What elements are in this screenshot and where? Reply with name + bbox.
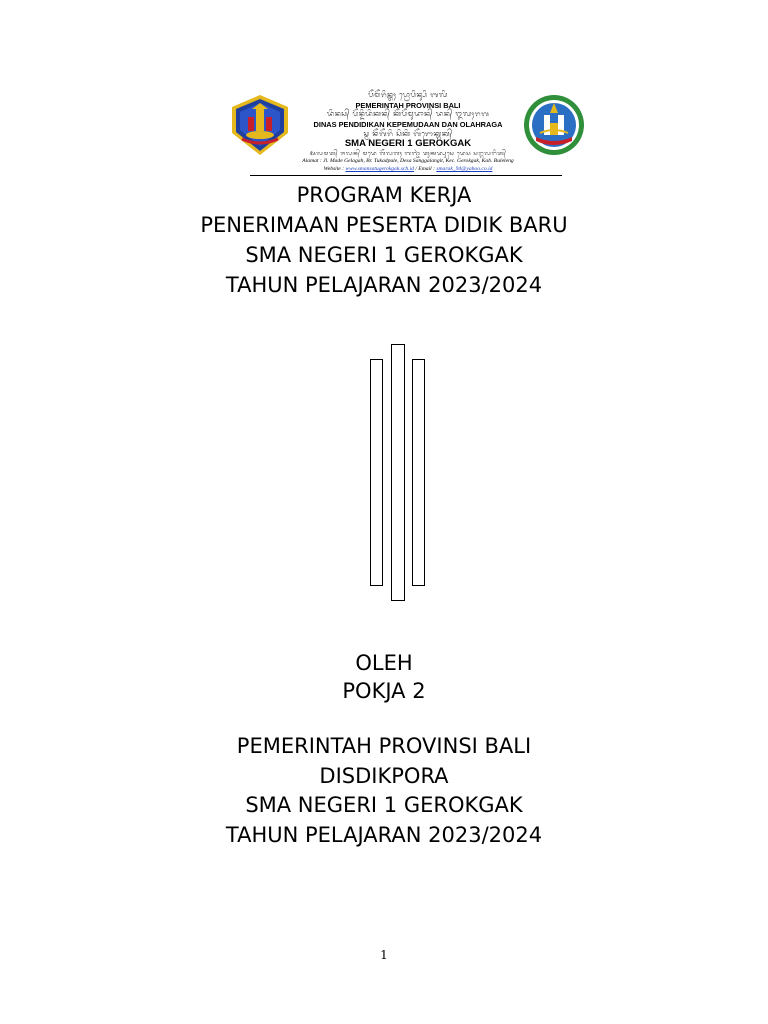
author-line-2: POKJA 2 bbox=[342, 679, 426, 703]
title-line-1: PROGRAM KERJA bbox=[296, 183, 472, 207]
letterhead-script-line-1: ᬧᭂᬫᭂᬭᬶᬦ᭄ᬢᬄ ᬧ᭄ᬭᭀᬧᬶᬦ᭄ᬲᬶ ᬩᬮᬶ bbox=[368, 91, 448, 99]
title-line-4: TAHUN PELAJARAN 2023/2024 bbox=[225, 273, 543, 297]
pillar-center bbox=[391, 344, 405, 601]
letterhead bbox=[226, 91, 590, 179]
institution-block bbox=[0, 732, 768, 850]
page-number: 1 bbox=[380, 948, 388, 962]
letterhead-contact bbox=[252, 166, 564, 172]
pillar-right bbox=[412, 359, 425, 586]
letterhead-script-line-2: ᬤᬶᬦᬲ᭄ ᬧᭂᬦ᭄ᬤᬶᬤᬶᬓᬦ᭄ ᬓᭂᬧᭂᬫᬸᬤᬵᬦ᭄ ᬤᬦ᭄ ᬑᬮᬄᬭᬕ bbox=[326, 110, 490, 118]
letterhead-divider bbox=[250, 175, 562, 176]
pillar-left bbox=[370, 359, 383, 586]
website-label: Website : bbox=[323, 166, 346, 172]
letterhead-script-line-4: ᬅᬮᬫᬢ᭄ ᬚᬮᬦ᭄ ᬫᬤᬾ ᬕᭂᬮᬕᬄ ᬩᬜ᭄ᬚᬃ ᬢᬸᬓᬤ᭄ᬧᬸᬲᬾ ᬤᬾᬲ ᬲᬗ᭄ᬕᬮᬗᬶᬢ᭄ bbox=[309, 151, 507, 157]
institution-line-1: PEMERINTAH PROVINSI BALI bbox=[236, 734, 532, 758]
letterhead-address: Alamat : Jl. Made Gelagah, Br. Tukadpule, Desa Sanggalangit, Kec. Gerokgak, Kab. Buleleng bbox=[302, 158, 514, 164]
author-block bbox=[0, 649, 768, 705]
author-line-1: OLEH bbox=[355, 651, 413, 675]
letterhead-government: PEMERINTAH PROVINSI BALI bbox=[355, 101, 461, 110]
letterhead-script-line-3: ᬲ᭄ᬫ ᬦᭂᬕᭂᬭᬶ ᬲᬶᬓᬶ ᬕᭂᬭᭀᬓ᭄ᬕᬓ᭄ bbox=[363, 130, 453, 138]
document-title bbox=[0, 180, 768, 300]
institution-line-2: DISDIKPORA bbox=[319, 763, 449, 788]
email-link[interactable]: smarak_94@yahoo.co.id bbox=[436, 166, 493, 172]
website-link[interactable]: www.smansatugerokgak.sch.id bbox=[345, 166, 414, 172]
title-line-2: PENERIMAAN PESERTA DIDIK BARU bbox=[200, 213, 568, 237]
title-line-3: SMA NEGERI 1 GEROKGAK bbox=[245, 243, 523, 267]
institution-line-4: TAHUN PELAJARAN 2023/2024 bbox=[225, 822, 543, 847]
email-label: / Email : bbox=[413, 166, 437, 172]
letterhead-school: SMA NEGERI 1 GEROKGAK bbox=[344, 138, 472, 149]
letterhead-department: DINAS PENDIDIKAN KEPEMUDAAN DAN OLAHRAGA bbox=[313, 120, 503, 129]
institution-line-3: SMA NEGERI 1 GEROKGAK bbox=[245, 793, 523, 817]
